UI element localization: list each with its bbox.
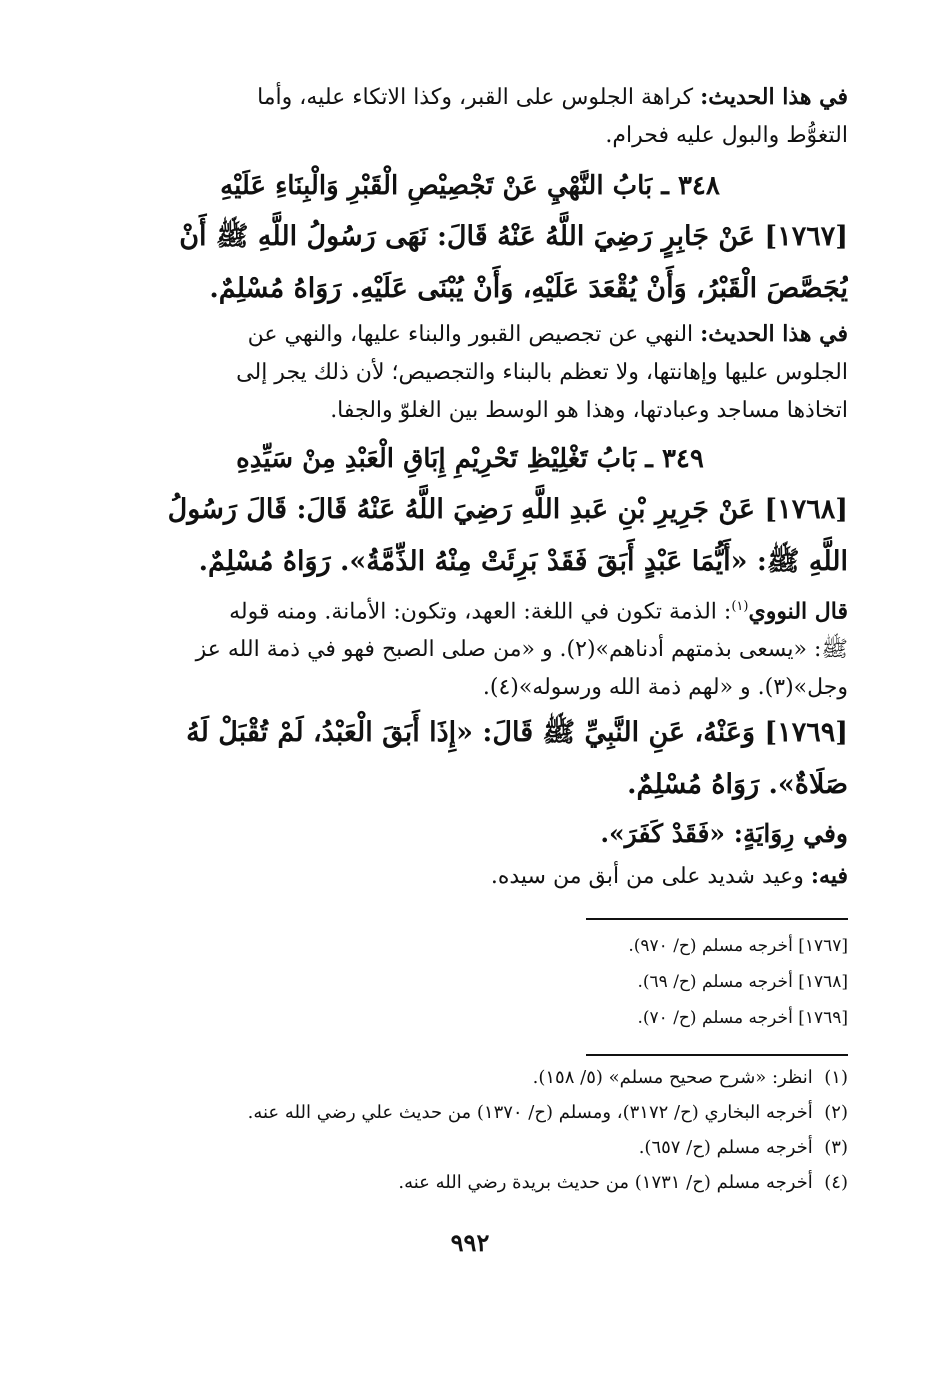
commentary-text: اتخاذها مساجد وعبادتها، وهذا هو الوسط بين الغلوّ والجفا. (330, 398, 848, 423)
page-number: ٩٩٢ (450, 1228, 490, 1258)
takhrij-item: [١٧٦٩] أخرجه مسلم (ح/ ٧٠). (637, 1008, 848, 1029)
hadith-text: [١٧٦٧] عَنْ جَابِرٍ رَضِيَ اللَّهُ عَنْهُ قَالَ: نَهَى رَسُولُ اللَّهِ ﷺ أَنْ (179, 221, 848, 252)
commentary-text: الجلوس عليها وإهانتها، ولا تعظم بالبناء والتجصيص؛ لأن ذلك يجر إلى (236, 360, 848, 385)
takhrij-item: [١٧٦٨] أخرجه مسلم (ح/ ٦٩). (637, 972, 848, 993)
fih-text: وعيد شديد على من أبق من سيده. (490, 864, 804, 890)
commentary-text: وجل»(٣). و «لهم ذمة الله ورسوله»(٤). (482, 675, 848, 701)
footnotes-list (92, 1060, 848, 1200)
hadith-text: [١٧٦٩] وَعَنْهُ، عَنِ النَّبِيِّ ﷺ قَالَ: «إِذَا أَبَقَ الْعَبْدُ، لَمْ تُقْبَلْ لَهُ (186, 717, 848, 749)
footnote-item (92, 1165, 848, 1200)
commentary-text: ﷺ: «يسعى بذمتهم أدناهم»(٢). و «من صلى الصبح فهو في ذمة الله عز (195, 637, 848, 663)
hadith-text: يُجَصَّصَ الْقَبْرُ، وَأَنْ يُقْعَدَ عَلَيْهِ، وَأَنْ يُبْنَى عَلَيْهِ. رَوَاهُ مُسْلِمٌ. (209, 273, 848, 304)
commentary-text: النهي عن تجصيص القبور والبناء عليها، والنهي عن (247, 322, 694, 347)
footnote-number: (٤) (824, 1172, 848, 1194)
footnote-ref: (١) (731, 599, 749, 614)
hadith-variant: وفي رِوَايَةٍ: «فَقَدْ كَفَرَ». (600, 819, 848, 849)
page-body (92, 78, 848, 1257)
takhrij-list (92, 928, 848, 1036)
takhrij-separator (586, 918, 848, 920)
commentary-text: : الذمة تكون في اللغة: العهد، وتكون: الأمانة. ومنه قوله (229, 599, 732, 625)
hadith-text: صَلَاةٌ». رَوَاهُ مُسْلِمٌ. (627, 769, 848, 801)
commentary-lead: في هذا الحديث: (700, 84, 848, 110)
footnote-number: (١) (824, 1067, 848, 1089)
hadith-text: [١٧٦٨] عَنْ جَرِيرِ بْنِ عَبدِ اللَّهِ رَضِيَ اللَّهُ عَنْهُ قَالَ: قَالَ رَسُولُ (167, 494, 848, 525)
commentary-2 (92, 315, 848, 430)
nawawi-lead: قال النووي (748, 598, 848, 625)
commentary-text: التغوُّط والبول عليه فحرام. (605, 123, 848, 148)
commentary-text: كراهة الجلوس على القبر، وكذا الاتكاء عليه، وأما (257, 85, 694, 110)
commentary-1 (92, 78, 848, 155)
hadith-text: اللَّهِ ﷺ: «أَيُّمَا عَبْدٍ أَبَقَ فَقَدْ بَرِئَتْ مِنْهُ الذِّمَّةُ». رَوَاهُ مُسْلِمٌ. (198, 546, 848, 577)
chapter-heading-348: ٣٤٨ ـ بَابُ النَّهْيِ عَنْ تَجْصِيْصِ الْقَبْرِ وَالْبِنَاءِ عَلَيْهِ (220, 171, 720, 201)
hadith-1767 (92, 211, 848, 315)
footnotes-separator (586, 1054, 848, 1056)
fih-lead: فيه: (810, 863, 848, 890)
footnote-text: أخرجه مسلم (ح/ ١٧٣١) من حديث بريدة رضي الله عنه. (398, 1172, 813, 1194)
footnote-number: (٢) (824, 1102, 848, 1124)
footnote-item (92, 1095, 848, 1130)
footnote-item (92, 1130, 848, 1165)
commentary-lead: في هذا الحديث: (700, 321, 848, 347)
footnote-number: (٣) (824, 1137, 848, 1159)
footnote-text: انظر: «شرح صحيح مسلم» (٥/ ١٥٨). (532, 1067, 813, 1089)
footnote-text: أخرجه البخاري (ح/ ٣١٧٢)، ومسلم (ح/ ١٣٧٠) من حديث علي رضي الله عنه. (247, 1102, 813, 1124)
nawawi-note (92, 588, 848, 707)
footnote-text: أخرجه مسلم (ح/ ٦٥٧). (638, 1137, 813, 1159)
footnote-item (92, 1060, 848, 1095)
chapter-heading-349: ٣٤٩ ـ بَابُ تَغْلِيْظِ تَحْرِيْمِ إِبَاقِ الْعَبْدِ مِنْ سَيِّدِهِ (236, 444, 704, 474)
hadith-1769 (92, 707, 848, 857)
takhrij-item: [١٧٦٧] أخرجه مسلم (ح/ ٩٧٠). (628, 936, 848, 957)
hadith-1768 (92, 484, 848, 588)
fih-note (92, 857, 848, 896)
